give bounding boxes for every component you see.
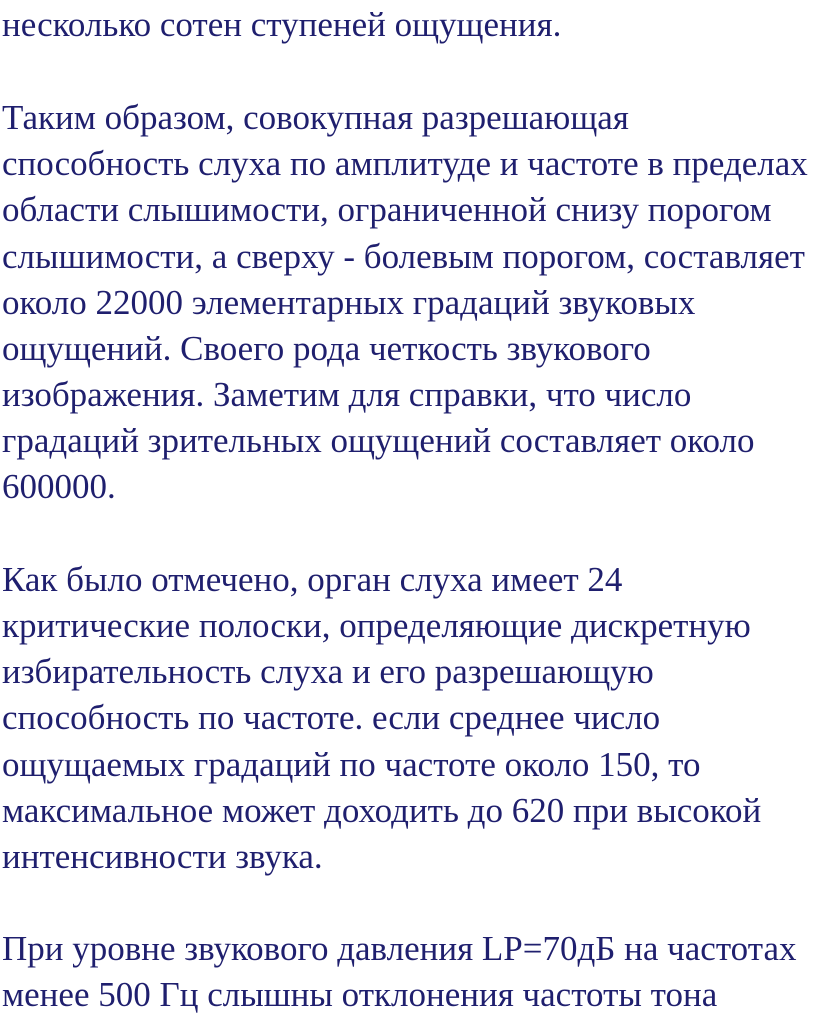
text-line: интенсивности звука. (2, 837, 323, 876)
text-line: способность слуха по амплитуде и частоте в пределах (2, 144, 808, 183)
text-line: ощущений. Своего рода четкость звукового (2, 329, 651, 368)
text-line: несколько сотен ступеней ощущения. (2, 5, 562, 44)
text-line: 600000. (2, 467, 116, 506)
text-line: Как было отмечено, орган слуха имеет 24 (2, 560, 623, 599)
text-line: менее 500 Гц слышны отклонения частоты тона (2, 975, 718, 1014)
text-line: около 22000 элементарных градаций звуковых (2, 283, 696, 322)
text-line: градаций зрительных ощущений составляет около (2, 421, 755, 460)
text-line: избирательность слуха и его разрешающую (2, 652, 654, 691)
text-line: При уровне звукового давления LP=70дБ на частотах (2, 929, 797, 968)
text-line: критические полоски, определяющие дискретную (2, 606, 751, 645)
text-line: слышимости, а сверху - болевым порогом, составляет (2, 237, 805, 276)
text-line: способность по частоте. если среднее число (2, 698, 661, 737)
text-line: ощущаемых градаций по частоте около 150, то (2, 745, 701, 784)
text-line: области слышимости, ограниченной снизу порогом (2, 190, 772, 229)
text-line: максимальное может доходить до 620 при высокой (2, 791, 762, 830)
text-line: изображения. Заметим для справки, что число (2, 375, 692, 414)
text-line: Таким образом, совокупная разрешающая (2, 98, 629, 137)
